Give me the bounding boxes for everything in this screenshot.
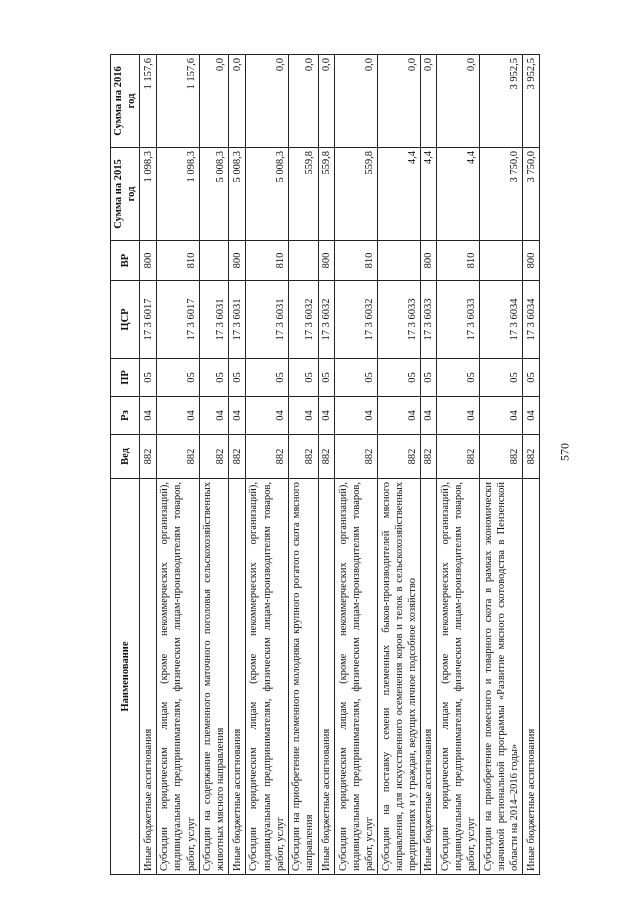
- cell-sum-2015: 559,8: [288, 148, 318, 241]
- header-sum-2016: Сумма на 2016 год: [111, 55, 140, 148]
- cell-rz: 04: [156, 397, 199, 435]
- cell-csr: 17 3 6017: [156, 281, 199, 359]
- cell-pr: 05: [245, 359, 288, 397]
- cell-sum-2016: 1 157,6: [156, 55, 199, 148]
- cell-ved: 882: [199, 435, 229, 479]
- cell-name: Субсидии юридическим лицам (кроме некоммерческих организаций), индивидуальным предпринимателям, физическим лицам-производителям товаров, работ, услуг: [334, 479, 377, 875]
- page-number: 570: [557, 443, 572, 461]
- cell-name: Иные бюджетные ассигнования: [229, 479, 245, 875]
- cell-pr: 05: [480, 359, 523, 397]
- table-row: [377, 55, 420, 875]
- cell-pr: 05: [437, 359, 480, 397]
- table-row: [318, 55, 334, 875]
- header-sum-2015: Сумма на 2015 год: [111, 148, 140, 241]
- cell-rz: 04: [377, 397, 420, 435]
- table-row: [334, 55, 377, 875]
- cell-name: Субсидии юридическим лицам (кроме некоммерческих организаций), индивидуальным предпринимателям, физическим лицам-производителям товаров, работ, услуг: [245, 479, 288, 875]
- cell-rz: 04: [318, 397, 334, 435]
- cell-pr: 05: [229, 359, 245, 397]
- cell-vr: 800: [318, 241, 334, 281]
- cell-vr: 800: [523, 241, 540, 281]
- cell-vr: [480, 241, 523, 281]
- cell-csr: 17 3 6033: [377, 281, 420, 359]
- cell-pr: 05: [377, 359, 420, 397]
- cell-vr: 800: [421, 241, 437, 281]
- cell-rz: 04: [523, 397, 540, 435]
- cell-pr: 05: [318, 359, 334, 397]
- cell-sum-2015: 4,4: [421, 148, 437, 241]
- cell-csr: 17 3 6033: [437, 281, 480, 359]
- cell-sum-2016: 0,0: [437, 55, 480, 148]
- cell-ved: 882: [437, 435, 480, 479]
- cell-ved: 882: [421, 435, 437, 479]
- cell-sum-2016: 0,0: [288, 55, 318, 148]
- header-rz: Рз: [111, 397, 140, 435]
- header-name: Наименование: [111, 479, 140, 875]
- budget-table-frame: [110, 55, 540, 875]
- cell-sum-2015: 4,4: [437, 148, 480, 241]
- header-ved: Вед: [111, 435, 140, 479]
- cell-sum-2016: 0,0: [421, 55, 437, 148]
- cell-name: Иные бюджетные ассигнования: [318, 479, 334, 875]
- cell-vr: 810: [437, 241, 480, 281]
- cell-name: Субсидии на приобретение помесного и товарного скота в рамках экономически значимой региональной программы «Развитие мясного скотоводства в Пензенской области на 2014–2016 годы»: [480, 479, 523, 875]
- cell-rz: 04: [421, 397, 437, 435]
- cell-csr: 17 3 6017: [140, 281, 156, 359]
- cell-csr: 17 3 6032: [334, 281, 377, 359]
- header-vr: ВР: [111, 241, 140, 281]
- cell-csr: 17 3 6031: [229, 281, 245, 359]
- cell-name: Субсидии юридическим лицам (кроме некоммерческих организаций), индивидуальным предпринимателям, физическим лицам-производителям товаров, работ, услуг: [437, 479, 480, 875]
- cell-name: Иные бюджетные ассигнования: [523, 479, 540, 875]
- cell-ved: 882: [140, 435, 156, 479]
- cell-pr: 05: [199, 359, 229, 397]
- cell-csr: 17 3 6032: [288, 281, 318, 359]
- cell-csr: 17 3 6031: [245, 281, 288, 359]
- cell-sum-2015: 1 098,3: [140, 148, 156, 241]
- cell-vr: 810: [334, 241, 377, 281]
- table-row: [421, 55, 437, 875]
- table-row: [245, 55, 288, 875]
- cell-ved: 882: [523, 435, 540, 479]
- cell-ved: 882: [480, 435, 523, 479]
- cell-sum-2015: 559,8: [318, 148, 334, 241]
- cell-sum-2016: 0,0: [229, 55, 245, 148]
- table-row: [523, 55, 540, 875]
- cell-ved: 882: [318, 435, 334, 479]
- cell-pr: 05: [156, 359, 199, 397]
- cell-vr: [377, 241, 420, 281]
- cell-sum-2016: 3 952,5: [480, 55, 523, 148]
- cell-ved: 882: [156, 435, 199, 479]
- cell-sum-2016: 0,0: [318, 55, 334, 148]
- budget-table: [110, 54, 540, 875]
- cell-pr: 05: [421, 359, 437, 397]
- cell-csr: 17 3 6034: [480, 281, 523, 359]
- cell-ved: 882: [288, 435, 318, 479]
- cell-pr: 05: [140, 359, 156, 397]
- cell-rz: 04: [140, 397, 156, 435]
- cell-sum-2016: 0,0: [199, 55, 229, 148]
- cell-csr: 17 3 6034: [523, 281, 540, 359]
- cell-sum-2016: 0,0: [377, 55, 420, 148]
- cell-pr: 05: [288, 359, 318, 397]
- cell-sum-2016: 3 952,5: [523, 55, 540, 148]
- cell-name: Иные бюджетные ассигнования: [421, 479, 437, 875]
- table-row: [480, 55, 523, 875]
- table-row: [199, 55, 229, 875]
- cell-sum-2015: 1 098,3: [156, 148, 199, 241]
- table-row: [437, 55, 480, 875]
- table-row: [229, 55, 245, 875]
- cell-sum-2015: 5 008,3: [245, 148, 288, 241]
- cell-vr: [199, 241, 229, 281]
- cell-vr: 800: [140, 241, 156, 281]
- cell-sum-2016: 0,0: [245, 55, 288, 148]
- cell-name: Субсидии юридическим лицам (кроме некоммерческих организаций), индивидуальным предпринимателям, физическим лицам-производителям товаров, работ, услуг: [156, 479, 199, 875]
- cell-ved: 882: [229, 435, 245, 479]
- cell-pr: 05: [523, 359, 540, 397]
- cell-vr: 810: [156, 241, 199, 281]
- cell-sum-2015: 4,4: [377, 148, 420, 241]
- cell-ved: 882: [377, 435, 420, 479]
- table-body: [140, 55, 540, 875]
- cell-name: Субсидии на приобретение племенного молодняка крупного рогатого скота мясного направления: [288, 479, 318, 875]
- cell-rz: 04: [334, 397, 377, 435]
- table-header-row: [111, 55, 140, 875]
- header-csr: ЦСР: [111, 281, 140, 359]
- cell-sum-2015: 3 750,0: [480, 148, 523, 241]
- cell-vr: [288, 241, 318, 281]
- cell-rz: 04: [245, 397, 288, 435]
- cell-rz: 04: [437, 397, 480, 435]
- cell-sum-2015: 5 008,3: [199, 148, 229, 241]
- cell-csr: 17 3 6031: [199, 281, 229, 359]
- table-row: [156, 55, 199, 875]
- cell-vr: 800: [229, 241, 245, 281]
- cell-sum-2016: 0,0: [334, 55, 377, 148]
- cell-rz: 04: [288, 397, 318, 435]
- cell-ved: 882: [245, 435, 288, 479]
- table-row: [140, 55, 156, 875]
- cell-sum-2015: 5 008,3: [229, 148, 245, 241]
- cell-name: Субсидии на поставку семени племенных быков-производителей мясного направления, для искусственного осеменения коров и телок в сельскохозяйственных предприятиях и у граждан, ведущих личное подсобное хозяйство: [377, 479, 420, 875]
- cell-vr: 810: [245, 241, 288, 281]
- cell-sum-2015: 3 750,0: [523, 148, 540, 241]
- cell-csr: 17 3 6032: [318, 281, 334, 359]
- cell-sum-2016: 1 157,6: [140, 55, 156, 148]
- cell-rz: 04: [199, 397, 229, 435]
- cell-rz: 04: [229, 397, 245, 435]
- cell-csr: 17 3 6033: [421, 281, 437, 359]
- cell-pr: 05: [334, 359, 377, 397]
- cell-name: Иные бюджетные ассигнования: [140, 479, 156, 875]
- cell-sum-2015: 559,8: [334, 148, 377, 241]
- cell-ved: 882: [334, 435, 377, 479]
- header-pr: ПР: [111, 359, 140, 397]
- table-row: [288, 55, 318, 875]
- cell-name: Субсидии на содержание племенного маточного поголовья сельскохозяйственных животных мясного направления: [199, 479, 229, 875]
- cell-rz: 04: [480, 397, 523, 435]
